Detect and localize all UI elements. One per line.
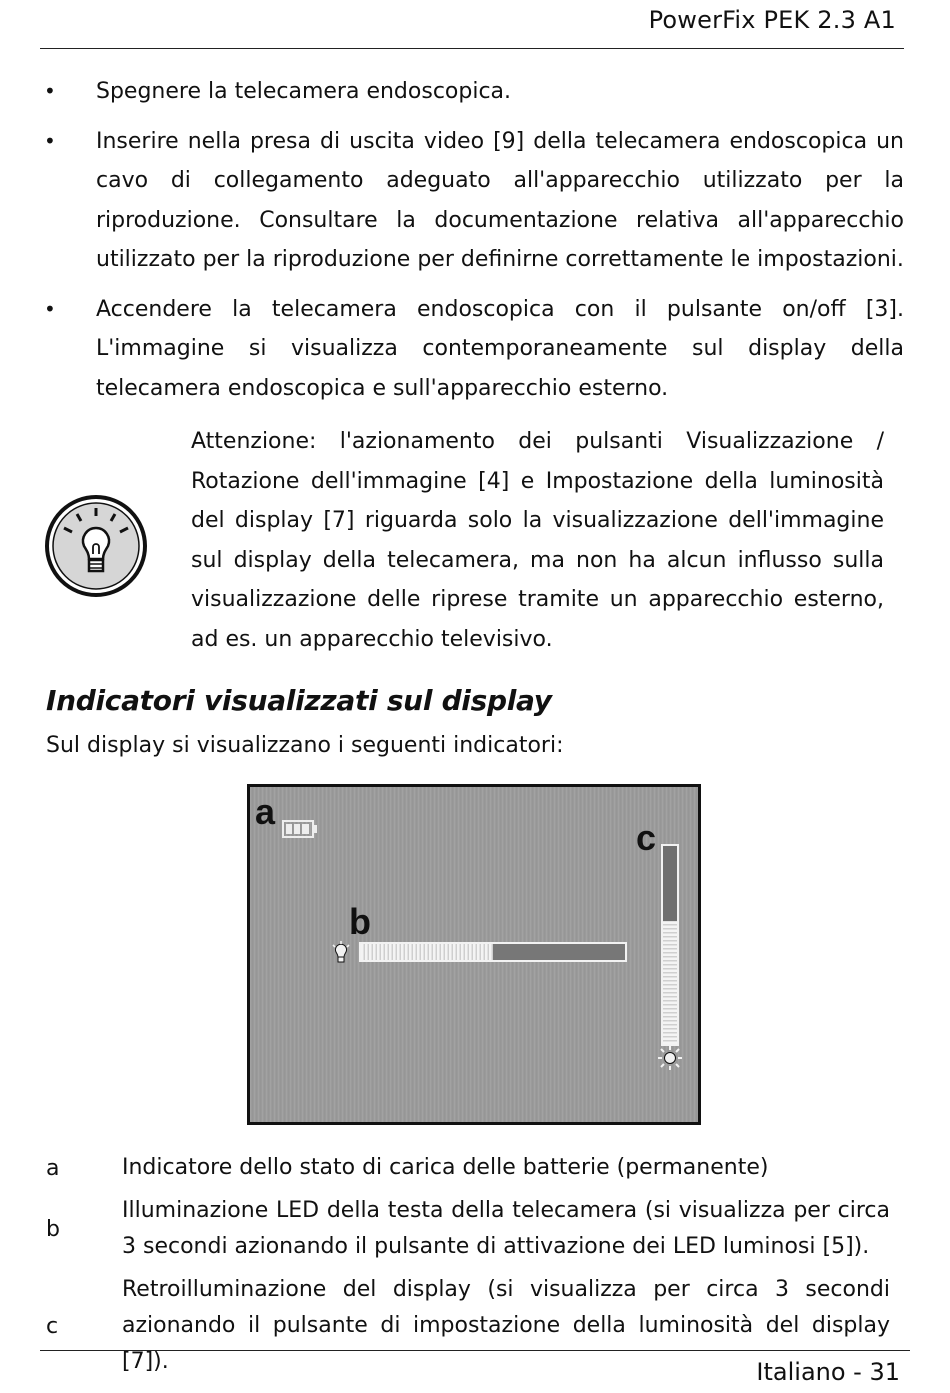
legend-key: c: [46, 1313, 59, 1339]
header-title: PowerFix PEK 2.3 A1: [648, 6, 896, 34]
section-heading: Indicatori visualizzati sul display: [46, 684, 552, 717]
led-level-bar: [359, 942, 627, 962]
legend-text: Indicatore dello stato di carica delle batterie (permanente): [122, 1155, 769, 1180]
legend-key: a: [46, 1155, 60, 1181]
legend-key: b: [46, 1216, 60, 1242]
list-item: [40, 122, 904, 280]
list-item-text: Accendere la telecamera endoscopica con il pulsante on/off [3]. L'immagine si visualizza contemporaneamente sul display della telecamera endoscopica e sull'apparecchio esterno.: [96, 296, 904, 401]
list-item: [40, 290, 904, 409]
bullet-marker: •: [44, 79, 56, 103]
label-a: a: [255, 791, 276, 832]
list-item-text: Spegnere la telecamera endoscopica.: [96, 79, 512, 104]
list-item: [40, 72, 904, 112]
legend-text: Illuminazione LED della testa della telecamera (si visualizza per circa 3 secondi azionando il pulsante di attivazione dei LED luminosi [5]).: [122, 1198, 890, 1259]
brightness-level-bar: [661, 844, 679, 1046]
bullet-marker: •: [44, 128, 56, 153]
page-number: Italiano - 31: [756, 1358, 900, 1386]
display-illustration: [247, 784, 701, 1125]
brightness-level-fill: [663, 921, 677, 1044]
sun-icon: [656, 1045, 684, 1071]
led-level-fill: [361, 944, 493, 960]
label-c: c: [636, 817, 657, 858]
list-item-text: Inserire nella presa di uscita video [9] della telecamera endoscopica un cavo di collegamento adeguato all'apparecchio utilizzato per la riproduzione. Consultare la documentazione relativa all'apparecchio utilizzato per la riproduzione per definirne correttamente le impostazioni.: [96, 128, 904, 272]
battery-icon: [282, 820, 318, 838]
bullet-marker: •: [44, 296, 56, 321]
legend-text: Retroilluminazione del display (si visualizza per circa 3 secondi azionando il pulsante di impostazione della luminosità del display [7]).: [122, 1277, 890, 1374]
note-box: [40, 422, 886, 662]
page-header: [40, 0, 904, 49]
legend-row: [40, 1193, 890, 1265]
section-intro: Sul display si visualizzano i seguenti indicatori:: [46, 733, 564, 758]
note-text: Attenzione: l'azionamento dei pulsanti Visualizzazione / Rotazione dell'immagine [4] e Impostazione della luminosità del display [7] riguarda solo la visualizzazione dell'immagine sul display della telecamera, ma non ha alcun influsso sulla visualizzazione delle riprese tramite un apparecchio esterno, ad es. un apparecchio televisivo.: [191, 429, 884, 652]
lightbulb-icon: [44, 494, 148, 598]
led-lightbulb-icon: [330, 940, 352, 966]
label-b: b: [349, 901, 371, 942]
legend-row: [40, 1150, 890, 1186]
instruction-list: [40, 72, 904, 418]
page-footer: [40, 1350, 910, 1393]
